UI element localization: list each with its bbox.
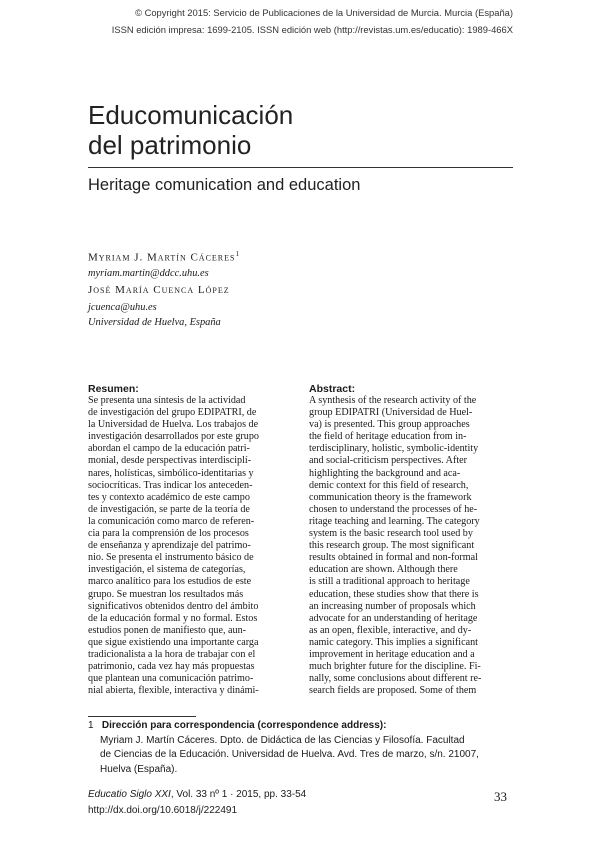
abstract-line: advocate for an understanding of heritage (309, 612, 478, 624)
footnote-line-2: de Ciencias de la Educación. Universidad de Huelva. Avd. Tres de marzo, s/n. 21007, (100, 749, 479, 760)
resumen-line: cia para la comprensión de los procesos (88, 528, 249, 540)
abstract-line: A synthesis of the research activity of the (309, 395, 477, 406)
author-name-1 (88, 250, 240, 264)
resumen-line: significativos obtenidos dentro del ámbito (88, 600, 259, 612)
footnote-heading-line (88, 719, 518, 734)
author-email-2: jcuenca@uhu.es (88, 302, 157, 313)
footnote-line-1: Myriam J. Martín Cáceres. Dpto. de Didáctica de las Ciencias y Filosofía. Facultad (100, 734, 465, 746)
title-rule (88, 167, 513, 168)
abstract-line: improvement in heritage education and a (309, 648, 475, 660)
abstract-line: as an open, flexible, interactive, and dy- (309, 624, 472, 636)
resumen-line: tradicionalista a la hora de trabajar con el (88, 648, 256, 660)
resumen-body (88, 395, 295, 697)
abstract-line: terdisciplinary, holistic, symbolic-identity (309, 443, 479, 455)
footnote-number: 1 (88, 720, 94, 731)
abstract-line: an increasing number of proposals which (309, 600, 476, 612)
resumen-heading: Resumen: (88, 383, 139, 395)
issn-notice: ISSN edición impresa: 1699-2105. ISSN edición web (http://revistas.um.es/educatio): 1989-466X (111, 24, 513, 35)
abstract-line: group EDIPATRI (Universidad de Huel- (309, 407, 473, 419)
resumen-line: abordan el campo de la educación patri- (88, 443, 250, 455)
resumen-line: la comunicación como marco de referen- (88, 515, 255, 527)
abstract-line: demic context for this field of research, (309, 479, 469, 491)
article-subtitle: Heritage comunication and education (88, 176, 361, 194)
resumen-line: investigación, el sistema de categorías, (88, 564, 246, 576)
abstract-line: results obtained in formal and non-formal (309, 552, 478, 564)
abstract-column (309, 383, 513, 697)
doi-link[interactable]: http://dx.doi.org/10.6018/j/222491 (88, 805, 238, 816)
abstract-body (309, 395, 513, 697)
abstract-line: is still a traditional approach to heritage (309, 576, 470, 588)
author-affiliation: Universidad de Huelva, España (88, 317, 221, 328)
author1-footnote-mark: 1 (235, 250, 240, 258)
abstract-line: highlighting the background and aca- (309, 467, 461, 479)
resumen-line: la Universidad de Huelva. Los trabajos de (88, 419, 259, 431)
author1-text: Myriam J. Martín Cáceres (88, 251, 236, 264)
abstract-line: nally, some conclusions about different re- (309, 673, 482, 685)
resumen-line: sociocríticas. Tras indicar los anteceden- (88, 479, 253, 491)
resumen-line: nio. Se presenta el instrumento básico de (88, 552, 254, 564)
resumen-line: marco analítico para los estudios de este (88, 576, 252, 588)
page-number: 33 (494, 789, 507, 804)
abstract-line: education are shown. Although there (309, 564, 458, 576)
resumen-line: de investigación del grupo EDIPATRI, de (88, 407, 257, 419)
footnote-line-3: Huelva (España). (100, 763, 178, 775)
copyright-notice: © Copyright 2015: Servicio de Publicaciones de la Universidad de Murcia. Murcia (España) (135, 7, 513, 18)
resumen-line: de la educación formal y no formal. Estos (88, 612, 258, 624)
journal-volume: , Vol. 33 nº 1 · 2015, pp. 33-54 (170, 789, 307, 800)
title-line-2: del patrimonio (88, 130, 252, 160)
author-email-1: myriam.martin@ddcc.uhu.es (88, 268, 209, 279)
resumen-line: nial abierta, flexible, interactiva y dinámi- (88, 685, 259, 697)
abstract-heading: Abstract: (309, 383, 356, 395)
resumen-column (88, 383, 295, 697)
title-line-1: Educomunicación (88, 100, 294, 130)
abstract-line: communication theory is the framework (309, 491, 472, 503)
abstract-line: va) is presented. This group approaches (309, 419, 470, 431)
article-title (88, 100, 293, 160)
journal-citation (88, 789, 306, 800)
resumen-line: de enseñanza y aprendizaje del patrimo- (88, 540, 251, 552)
abstract-line: the field of heritage education from in- (309, 431, 467, 443)
resumen-line: nares, holísticas, simbólico-identitarias y (88, 467, 254, 479)
abstract-line: chosen to understand the processes of he- (309, 503, 478, 515)
abstract-line: namic category. This implies a significant (309, 636, 478, 648)
resumen-line: patrimonio, cada vez hay más propuestas (88, 661, 255, 673)
footnote (88, 719, 518, 777)
footnote-rule (88, 716, 196, 717)
footnote-heading: Dirección para correspondencia (correspondence address): (101, 720, 387, 731)
abstract-line: much brighter future for the discipline. Fi- (309, 661, 481, 673)
resumen-line: estudios ponen de manifiesto que, aun- (88, 624, 247, 636)
abstract-line: education, these studies show that there is (309, 588, 479, 600)
resumen-line: de investigación, se parte de la teoría de (88, 503, 250, 515)
resumen-line: tes y contexto académico de este campo (88, 491, 250, 503)
author-name-2: José María Cuenca López (88, 284, 230, 296)
abstract-line: ritage teaching and learning. The category (309, 515, 480, 527)
journal-name: Educatio Siglo XXI (88, 789, 171, 800)
resumen-line: que sigue existiendo una importante carga (88, 636, 259, 648)
resumen-line: Se presenta una síntesis de la actividad (88, 395, 246, 406)
resumen-line: investigación desarrollados por este grupo (88, 431, 259, 443)
abstract-line: this research group. The most significant (309, 540, 475, 552)
resumen-line: monial, desde perspectivas interdisciplí- (88, 455, 252, 467)
abstract-line: search fields are proposed. Some of them (309, 685, 477, 697)
abstract-line: system is the basic research tool used by (309, 528, 473, 540)
resumen-line: que plantean una comunicación patrimo- (88, 673, 254, 685)
resumen-line: grupo. Se muestran los resultados más (88, 588, 244, 600)
abstract-line: and social-criticism perspectives. After (309, 455, 468, 467)
